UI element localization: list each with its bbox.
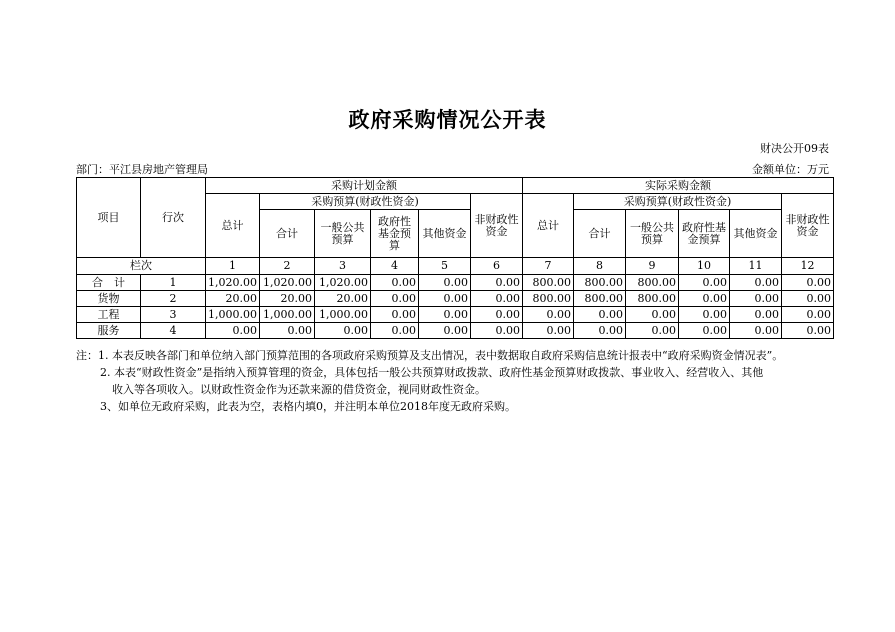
cell: 1,020.00 bbox=[260, 275, 315, 291]
cell: 0.00 bbox=[371, 291, 419, 307]
cell: 0.00 bbox=[471, 323, 523, 339]
column-number: 12 bbox=[782, 258, 834, 275]
row-name: 合 计 bbox=[77, 275, 141, 291]
header-actual-fund-budget: 政府性基金预算 bbox=[679, 210, 730, 258]
cell: 20.00 bbox=[315, 291, 371, 307]
table-row bbox=[77, 275, 834, 291]
cell: 800.00 bbox=[523, 275, 574, 291]
cell: 800.00 bbox=[574, 275, 626, 291]
column-number: 2 bbox=[260, 258, 315, 275]
header-plan-non-fiscal: 非财政性资金 bbox=[471, 194, 523, 258]
column-number: 7 bbox=[523, 258, 574, 275]
table-row bbox=[77, 291, 834, 307]
column-number: 5 bbox=[419, 258, 471, 275]
cell: 1,000.00 bbox=[315, 307, 371, 323]
cell: 0.00 bbox=[523, 323, 574, 339]
cell: 0.00 bbox=[471, 307, 523, 323]
header-plan-total: 总计 bbox=[206, 194, 260, 258]
form-code: 财决公开09表 bbox=[760, 142, 829, 155]
row-no: 3 bbox=[141, 307, 206, 323]
note-line: 3、如单位无政府采购，此表为空，表格内填0，并注明本单位2018年度无政府采购。 bbox=[100, 400, 516, 413]
cell: 0.00 bbox=[679, 291, 730, 307]
header-actual-budget-fiscal: 采购预算(财政性资金) bbox=[574, 194, 782, 210]
cell: 0.00 bbox=[523, 307, 574, 323]
header-plan-budget-fiscal: 采购预算(财政性资金) bbox=[260, 194, 471, 210]
row-no: 2 bbox=[141, 291, 206, 307]
header-plan-other-funds: 其他资金 bbox=[419, 210, 471, 258]
note-line: 2. 本表“财政性资金”是指纳入预算管理的资金，具体包括一般公共预算财政拨款、政府性基金预算财政拨款、事业收入、经营收入、其他 bbox=[100, 366, 764, 379]
cell: 0.00 bbox=[782, 323, 834, 339]
cell: 800.00 bbox=[626, 291, 679, 307]
notes bbox=[76, 347, 828, 415]
header-actual-non-fiscal: 非财政性资金 bbox=[782, 194, 834, 258]
cell: 0.00 bbox=[626, 323, 679, 339]
cell: 0.00 bbox=[574, 307, 626, 323]
header-row-no: 行次 bbox=[141, 178, 206, 258]
cell: 0.00 bbox=[419, 291, 471, 307]
note-line: 注：1. 本表反映各部门和单位纳入部门预算范围的各项政府采购预算及支出情况，表中数据取自政府采购信息统计报表中“政府采购资金情况表”。 bbox=[76, 349, 784, 362]
cell: 0.00 bbox=[730, 275, 782, 291]
cell: 0.00 bbox=[371, 323, 419, 339]
header-item: 项目 bbox=[77, 178, 141, 258]
column-number: 10 bbox=[679, 258, 730, 275]
cell: 20.00 bbox=[206, 291, 260, 307]
row-no: 4 bbox=[141, 323, 206, 339]
note-line: 收入等各项收入。以财政性资金作为还款来源的借贷资金，视同财政性资金。 bbox=[112, 383, 486, 396]
cell: 1,020.00 bbox=[315, 275, 371, 291]
header-plan-fund-budget: 政府性基金预算 bbox=[371, 210, 419, 258]
table-row bbox=[77, 307, 834, 323]
header-actual-total: 总计 bbox=[523, 194, 574, 258]
cell: 0.00 bbox=[730, 307, 782, 323]
cell: 1,000.00 bbox=[206, 307, 260, 323]
column-number: 4 bbox=[371, 258, 419, 275]
cell: 0.00 bbox=[419, 275, 471, 291]
cell: 0.00 bbox=[782, 275, 834, 291]
cell: 20.00 bbox=[260, 291, 315, 307]
cell: 0.00 bbox=[730, 323, 782, 339]
cell: 0.00 bbox=[679, 323, 730, 339]
row-no: 1 bbox=[141, 275, 206, 291]
cell: 0.00 bbox=[730, 291, 782, 307]
cell: 800.00 bbox=[626, 275, 679, 291]
column-number: 9 bbox=[626, 258, 679, 275]
procurement-table bbox=[76, 177, 834, 339]
cell: 0.00 bbox=[679, 275, 730, 291]
row-name: 工程 bbox=[77, 307, 141, 323]
cell: 0.00 bbox=[471, 291, 523, 307]
column-number: 1 bbox=[206, 258, 260, 275]
header-actual-subtotal: 合计 bbox=[574, 210, 626, 258]
page-title: 政府采购情况公开表 bbox=[348, 107, 547, 132]
row-name: 服务 bbox=[77, 323, 141, 339]
table-row bbox=[77, 323, 834, 339]
header-actual-amount: 实际采购金额 bbox=[523, 178, 834, 194]
column-number: 8 bbox=[574, 258, 626, 275]
cell: 1,000.00 bbox=[260, 307, 315, 323]
cell: 800.00 bbox=[523, 291, 574, 307]
column-index-label: 栏次 bbox=[77, 258, 206, 275]
header-actual-general-budget: 一般公共预算 bbox=[626, 210, 679, 258]
cell: 0.00 bbox=[782, 291, 834, 307]
cell: 0.00 bbox=[782, 307, 834, 323]
unit-label: 金额单位：万元 bbox=[752, 163, 829, 176]
column-number: 6 bbox=[471, 258, 523, 275]
cell: 800.00 bbox=[574, 291, 626, 307]
cell: 0.00 bbox=[574, 323, 626, 339]
cell: 0.00 bbox=[419, 323, 471, 339]
header-plan-subtotal: 合计 bbox=[260, 210, 315, 258]
row-name: 货物 bbox=[77, 291, 141, 307]
cell: 0.00 bbox=[206, 323, 260, 339]
header-plan-general-budget: 一般公共预算 bbox=[315, 210, 371, 258]
cell: 0.00 bbox=[371, 275, 419, 291]
department-label: 部门：平江县房地产管理局 bbox=[76, 163, 208, 176]
column-number: 11 bbox=[730, 258, 782, 275]
cell: 1,020.00 bbox=[206, 275, 260, 291]
cell: 0.00 bbox=[260, 323, 315, 339]
cell: 0.00 bbox=[419, 307, 471, 323]
cell: 0.00 bbox=[315, 323, 371, 339]
cell: 0.00 bbox=[471, 275, 523, 291]
cell: 0.00 bbox=[626, 307, 679, 323]
cell: 0.00 bbox=[371, 307, 419, 323]
header-actual-other-funds: 其他资金 bbox=[730, 210, 782, 258]
column-number: 3 bbox=[315, 258, 371, 275]
header-plan-amount: 采购计划金额 bbox=[206, 178, 523, 194]
cell: 0.00 bbox=[679, 307, 730, 323]
